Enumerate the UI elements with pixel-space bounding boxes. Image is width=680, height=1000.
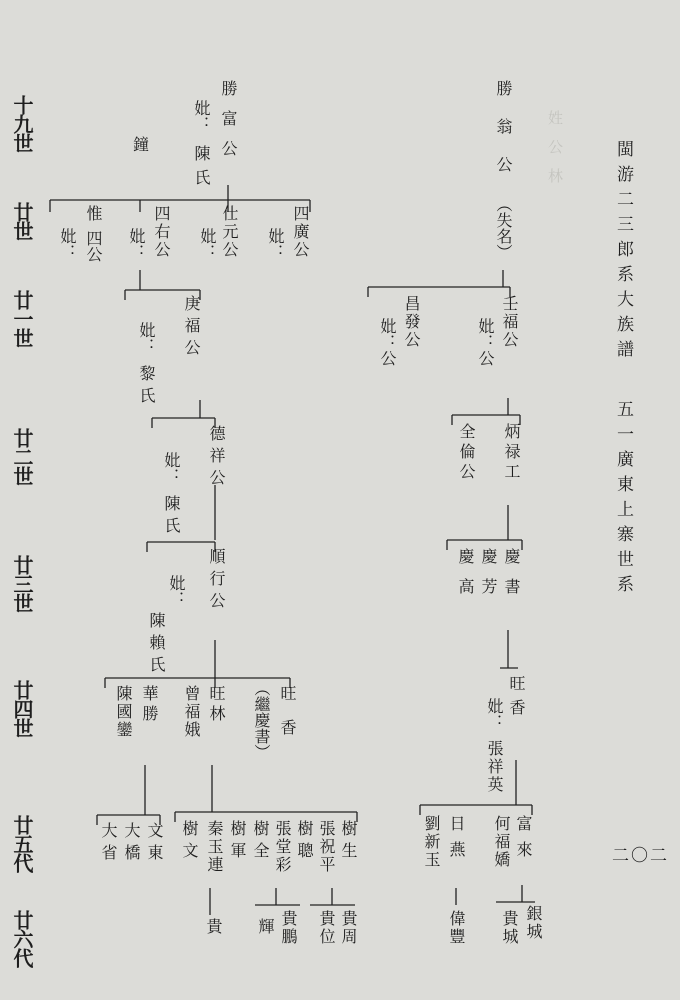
wife-label: 妣：	[485, 698, 504, 730]
person-name: 秦玉連	[205, 820, 224, 874]
person-name: 樹軍	[228, 820, 247, 864]
bleed-through-text: 姓公林	[546, 110, 564, 197]
wife-label: 妣：	[192, 100, 211, 132]
wife-name: 黎氏	[137, 365, 156, 409]
generation-label: 廿二世	[10, 428, 34, 485]
person-name: 輝	[256, 918, 275, 934]
person-name: 日燕	[447, 815, 466, 867]
wife-label: 妣：公	[476, 318, 495, 366]
person-name: 貴	[204, 918, 223, 934]
wife-name: 劉新玉	[422, 815, 441, 869]
person-name: 銀城	[524, 905, 543, 941]
person-name: 大省	[99, 822, 118, 866]
wife-label: 妣：	[127, 228, 146, 260]
wife-name: 陳氏	[162, 495, 181, 539]
wife-name: 陳國鑾	[114, 685, 133, 739]
person-name: 貴鵬	[279, 910, 298, 946]
person-name: 偉豐	[447, 910, 466, 946]
person-name-part: 四公	[84, 230, 103, 262]
wife-label: 妣：	[198, 228, 217, 260]
wife-surname: 鐘	[133, 135, 150, 154]
generation-label: 廿四世	[10, 680, 34, 737]
person-name: 德祥公	[207, 425, 226, 491]
person-name: 慶芳	[479, 548, 498, 608]
person-name: 旺林	[207, 685, 226, 725]
person-name: 四右公	[152, 205, 171, 259]
generation-label: 廿三世	[10, 555, 34, 612]
person-name: 富來	[514, 815, 533, 867]
generation-label: 廿一世	[10, 290, 34, 347]
wife-name: 何福嬌	[492, 815, 511, 869]
wife-label: 妣：	[167, 575, 186, 607]
generation-label: 廿世	[10, 202, 34, 240]
generation-label: 廿六代	[10, 910, 34, 967]
person-name: 昌發公	[402, 295, 421, 349]
person-name: 張堂彩	[273, 820, 292, 874]
person-name: 樹聰	[295, 820, 314, 864]
person-name: 仕元公	[220, 205, 239, 259]
person-name: 勝翁公	[494, 80, 513, 194]
person-name: 樹生	[339, 820, 358, 864]
person-name: 貴城	[500, 910, 519, 946]
person-name: 大橋	[122, 822, 141, 866]
wife-name: 陳氏	[192, 145, 211, 193]
wife-name: 曾福娥	[182, 685, 201, 739]
person-name: 惟	[84, 205, 103, 225]
person-name: 順行公	[207, 548, 226, 614]
person-name: 旺香	[507, 675, 526, 723]
wife-label: 妣：	[137, 322, 156, 354]
wife-label: 妣：	[162, 452, 181, 484]
person-name: 庚福公	[182, 295, 201, 361]
person-name: 樹全	[251, 820, 270, 864]
name-note: （失名）	[494, 196, 513, 260]
wife-label: 妣：公	[378, 318, 397, 366]
person-name: 文東	[145, 822, 164, 866]
person-name: 貴周	[339, 910, 358, 946]
person-name: 四廣公	[291, 205, 310, 259]
generation-label: 廿五代	[10, 815, 34, 872]
person-name: 慶高	[456, 548, 475, 608]
person-name: 壬福公	[500, 295, 519, 349]
person-name: 全倫公	[457, 423, 476, 483]
book-title: 閩游二三郎系大族譜	[613, 140, 633, 365]
section-title: 五一廣東上寨世系	[613, 400, 633, 600]
wife-label: 妣：	[58, 228, 77, 260]
name-note: （繼慶書）	[252, 680, 271, 760]
wife-label: 妣：	[266, 228, 285, 260]
person-name: 華勝	[140, 685, 159, 725]
person-name: 張祝平	[317, 820, 336, 874]
wife-name: 張祥英	[485, 740, 504, 794]
person-name: 樹文	[180, 820, 199, 864]
person-name: 炳禄工	[502, 423, 521, 483]
wife-name: 陳賴氏	[147, 612, 166, 678]
person-name: 勝富公	[219, 80, 238, 170]
page-number: 二〇二	[612, 846, 669, 866]
person-name: 貴位	[317, 910, 336, 946]
person-name: 旺香	[278, 685, 297, 753]
generation-label: 十九世	[10, 95, 34, 152]
person-name: 慶書	[502, 548, 521, 608]
